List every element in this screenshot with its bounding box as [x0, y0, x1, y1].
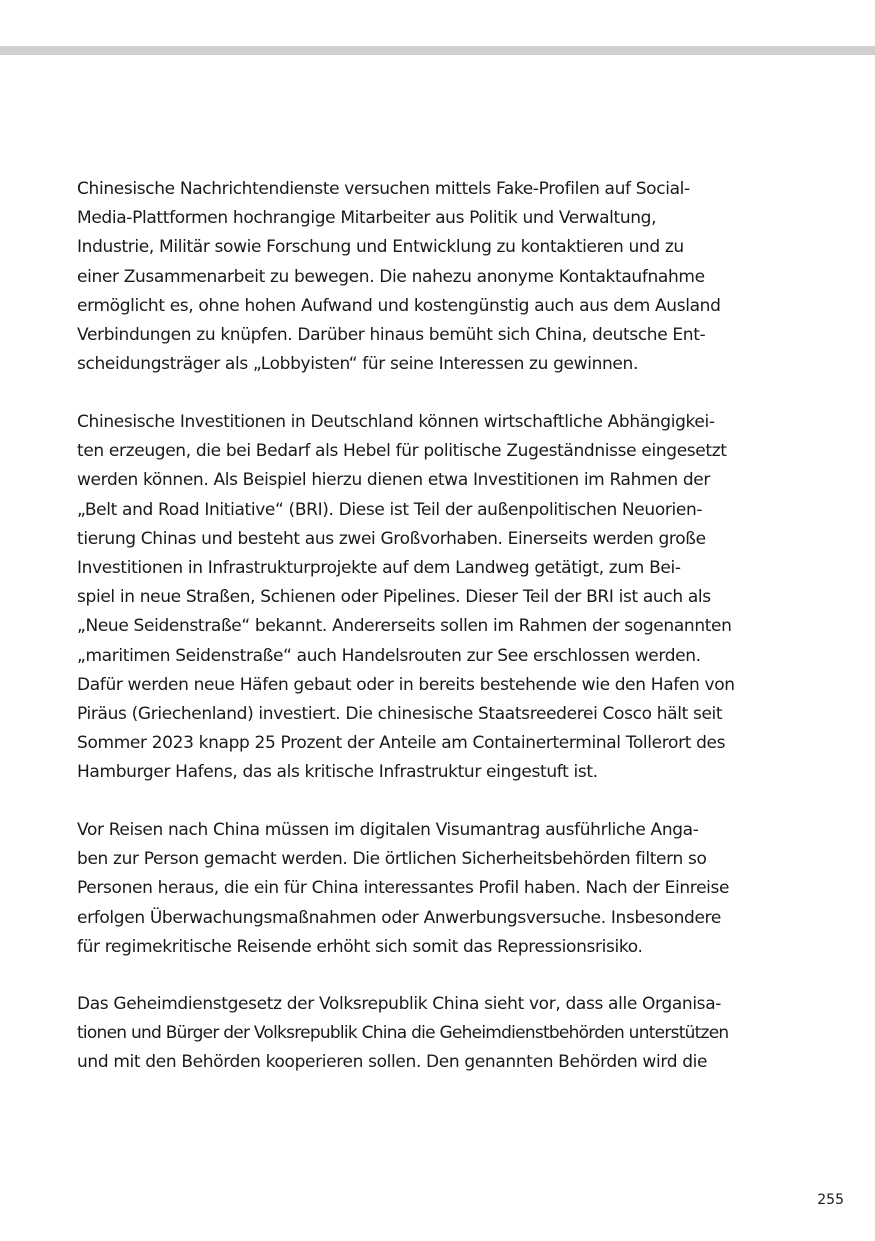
text-line: „Neue Seidenstraße“ bekannt. Andererseits sollen im Rahmen der sogenannten	[77, 616, 732, 637]
text-line: für regimekritische Reisende erhöht sich somit das Repressionsrisiko.	[77, 936, 643, 957]
text-line: Vor Reisen nach China müssen im digitalen Visumantrag ausführliche Anga-	[77, 820, 699, 840]
text-line: scheidungsträger als „Lobbyisten“ für seine Interessen zu gewinnen.	[77, 354, 639, 375]
text-line: „maritimen Seidenstraße“ auch Handelsrouten zur See erschlossen werden.	[77, 645, 701, 666]
text-line: Piräus (Griechenland) investiert. Die chinesische Staatsreederei Cosco hält seit	[77, 703, 723, 724]
text-line: und mit den Behörden kooperieren sollen. Den genannten Behörden wird die	[77, 1052, 708, 1073]
text-line: „Belt and Road Initiative“ (BRI). Diese ist Teil der außenpolitischen Neuorien-	[77, 499, 703, 520]
text-line: Industrie, Militär sowie Forschung und Entwicklung zu kontaktieren und zu	[77, 237, 684, 258]
header-rule	[0, 46, 875, 55]
text-line: Dafür werden neue Häfen gebaut oder in bereits bestehende wie den Hafen von	[77, 674, 735, 695]
text-line: Hamburger Hafens, das als kritische Infrastruktur eingestuft ist.	[77, 762, 598, 783]
text-line: Verbindungen zu knüpfen. Darüber hinaus bemüht sich China, deutsche Ent-	[77, 324, 706, 345]
text-line: Das Geheimdienstgesetz der Volksrepublik China sieht vor, dass alle Organisa-	[77, 994, 722, 1014]
text-line: ben zur Person gemacht werden. Die örtlichen Sicherheitsbehörden filtern so	[77, 849, 707, 870]
text-line: Chinesische Nachrichtendienste versuchen mittels Fake-Profilen auf Social-	[77, 179, 690, 199]
text-line: ermöglicht es, ohne hohen Aufwand und kostengünstig auch aus dem Ausland	[77, 295, 721, 316]
text-line: tionen und Bürger der Volksrepublik China die Geheimdienstbehörden unterstützen	[77, 1023, 729, 1044]
text-line: Investitionen in Infrastrukturprojekte auf dem Landweg getätigt, zum Bei-	[77, 557, 681, 578]
text-line: tierung Chinas und besteht aus zwei Großvorhaben. Einerseits werden große	[77, 528, 706, 549]
text-line: Sommer 2023 knapp 25 Prozent der Anteile am Containerterminal Tollerort des	[77, 733, 726, 754]
page-number: 255	[817, 1192, 844, 1208]
text-line: einer Zusammenarbeit zu bewegen. Die nahezu anonyme Kontaktaufnahme	[77, 266, 705, 287]
paragraph-2	[77, 408, 807, 787]
text-line: Chinesische Investitionen in Deutschland können wirtschaftliche Abhängigkei-	[77, 412, 715, 432]
text-line: Personen heraus, die ein für China interessantes Profil haben. Nach der Einreise	[77, 878, 730, 899]
text-line: spiel in neue Straßen, Schienen oder Pipelines. Dieser Teil der BRI ist auch als	[77, 587, 711, 608]
text-line: werden können. Als Beispiel hierzu dienen etwa Investitionen im Rahmen der	[77, 470, 711, 491]
paragraph-3	[77, 816, 807, 962]
text-line: Media-Plattformen hochrangige Mitarbeiter aus Politik und Verwaltung,	[77, 208, 657, 229]
paragraph-1	[77, 175, 807, 379]
text-line: erfolgen Überwachungsmaßnahmen oder Anwerbungsversuche. Insbesondere	[77, 907, 721, 928]
paragraph-4	[77, 990, 807, 1078]
text-line: ten erzeugen, die bei Bedarf als Hebel für politische Zugeständnisse eingesetzt	[77, 441, 727, 462]
